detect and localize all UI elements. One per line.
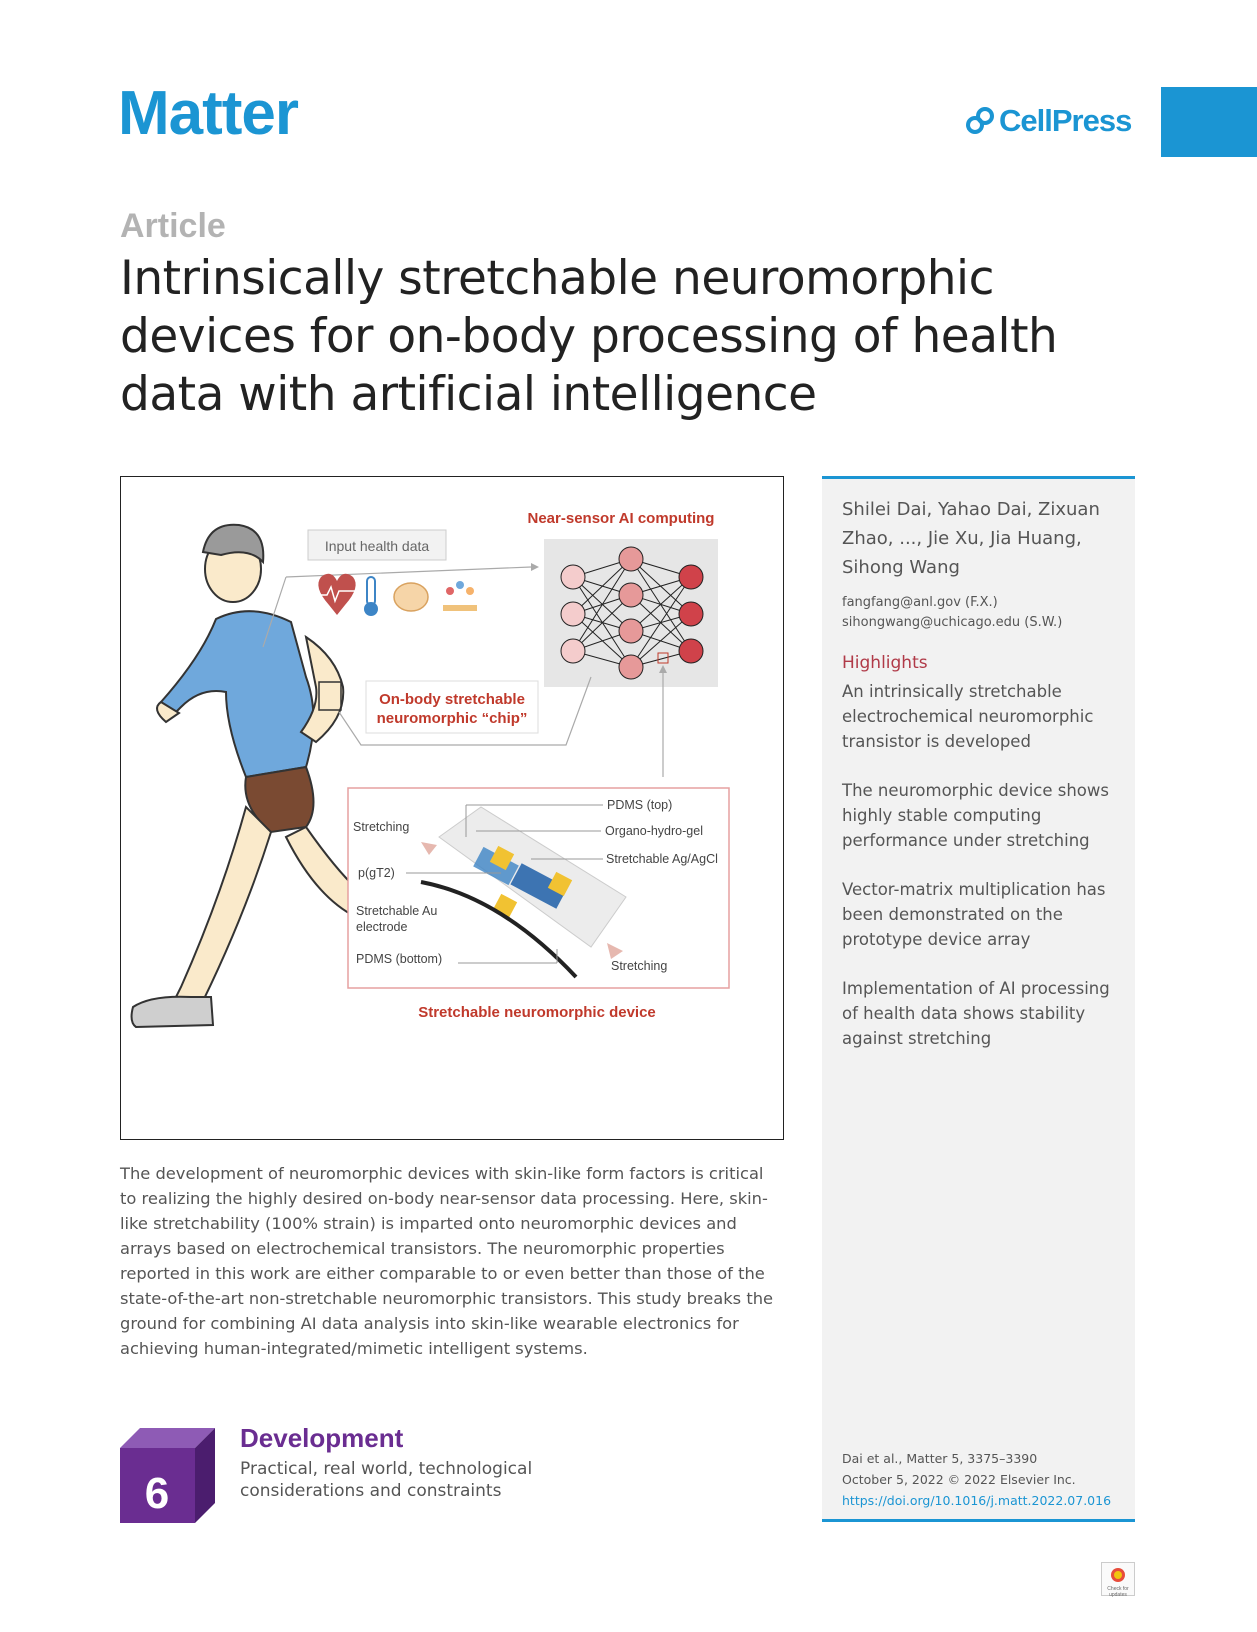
author-list: Shilei Dai, Yahao Dai, Zixuan Zhao, ..., Jie Xu, Jia Huang, Sihong Wang — [842, 499, 1100, 578]
journal-logo: Matter — [118, 79, 299, 148]
cellpress-icon — [965, 106, 995, 136]
check-updates-label: Check for updates — [1107, 1586, 1129, 1598]
development-number: 6 — [144, 1469, 170, 1518]
corner-tab — [1161, 87, 1257, 157]
citation-block — [842, 1448, 1111, 1511]
graphical-abstract-figure — [121, 477, 782, 1138]
development-description: Practical, real world, technological considerations and constraints — [240, 1459, 533, 1501]
chip-label-1: On-body stretchable — [379, 691, 525, 708]
highlight-item: Vector-matrix multiplication has been demonstrated on the prototype device array — [842, 880, 1106, 949]
citation-line-1: Dai et al., Matter 5, 3375–3390 — [842, 1451, 1038, 1466]
publisher-name: CellPress — [999, 103, 1132, 138]
highlight-item: Implementation of AI processing of health data shows stability against stretching — [842, 979, 1110, 1048]
publisher-logo — [965, 103, 1131, 139]
brain-icon — [394, 583, 428, 611]
sidebar-panel — [822, 476, 1135, 1522]
article-type: Article — [120, 207, 226, 245]
label-pdms-top: PDMS (top) — [607, 798, 673, 812]
highlight-item: An intrinsically stretchable electrochemical neuromorphic transistor is developed — [842, 682, 1094, 751]
label-au-2: electrode — [356, 920, 408, 934]
highlights-list — [842, 679, 1127, 1075]
ai-label: Near-sensor AI computing — [527, 510, 715, 527]
abstract-text: The development of neuromorphic devices with skin-like form factors is critical to realizing the highly desired on-body near-sensor data processing. Here, skin-like stretchability (100% strain) is imparted onto neuromorphic devices and arrays based on electrochemical transistors. The neuromorphic properties reported in this work are either comparable to or even better than those of the state-of-the-art non-stretchable neuromorphic transistors. This study breaks the ground for combining AI data analysis into skin-like wearable electronics for achieving human-integrated/mimetic intelligent systems. — [120, 1164, 774, 1358]
email-2[interactable]: sihongwang@uchicago.edu (S.W.) — [842, 615, 1063, 630]
label-ag: Stretchable Ag/AgCl — [606, 852, 718, 866]
check-for-updates-button[interactable] — [1101, 1562, 1135, 1596]
label-hydrogel: Organo-hydro-gel — [605, 824, 703, 838]
input-label: Input health data — [324, 538, 430, 554]
chip-label-2: neuromorphic “chip” — [376, 710, 528, 727]
thermometer-icon — [364, 577, 378, 616]
doi-link[interactable]: https://doi.org/10.1016/j.matt.2022.07.016 — [842, 1493, 1112, 1508]
heart-icon — [318, 574, 355, 615]
contact-emails — [842, 593, 1062, 633]
development-badge — [120, 1428, 215, 1523]
highlights-heading: Highlights — [842, 653, 928, 673]
article-title: Intrinsically stretchable neuromorphic devices for on-body processing of health data with artificial intelligence — [120, 251, 1058, 422]
development-title: Development — [240, 1423, 404, 1453]
check-updates-icon — [1109, 1566, 1127, 1584]
graphical-abstract — [120, 476, 784, 1140]
highlight-item: The neuromorphic device shows highly stable computing performance under stretching — [842, 781, 1109, 850]
label-stretch-left: Stretching — [353, 820, 410, 834]
label-au-1: Stretchable Au — [356, 904, 438, 918]
label-pgt2: p(gT2) — [358, 866, 395, 880]
citation-line-2: October 5, 2022 © 2022 Elsevier Inc. — [842, 1472, 1076, 1487]
label-pdms-bottom: PDMS (bottom) — [356, 952, 443, 966]
sweat-icon — [443, 581, 477, 611]
email-1[interactable]: fangfang@anl.gov (F.X.) — [842, 595, 998, 610]
device-title: Stretchable neuromorphic device — [418, 1004, 656, 1021]
label-stretch-right: Stretching — [611, 959, 668, 973]
